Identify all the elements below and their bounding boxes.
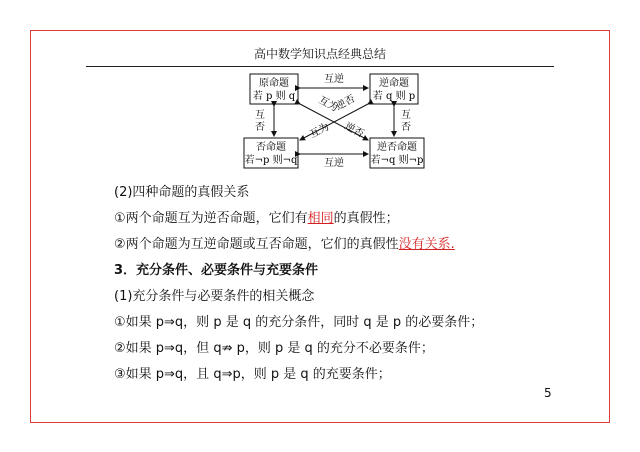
bottom-label: 互逆: [324, 158, 344, 169]
box-original-line1: 原命题: [259, 78, 289, 89]
condition-necessary-sufficient: ③如果 p⇒q，且 q⇒p，则 p 是 q 的充要条件；: [114, 367, 391, 382]
box-inverse-line2: 若¬p 则¬q: [244, 155, 298, 166]
page-number: 5: [544, 386, 552, 400]
rule-converse-inverse: [114, 236, 455, 254]
rule-converse-inverse-pre: ②两个命题为互逆命题或互否命题，它们的真假性: [114, 237, 399, 252]
page-header-title: 高中数学知识点经典总结: [253, 47, 386, 61]
diag-label-a: 互为: [316, 94, 340, 115]
subsection-concepts: (1)充分条件与必要条件的相关概念: [114, 289, 315, 304]
right-label-2: 否: [401, 122, 411, 133]
four-propositions-diagram: [230, 68, 426, 174]
rule-converse-inverse-highlight: 没有关系.: [398, 237, 455, 252]
box-contrapositive-line2: 若¬q 则¬p: [370, 155, 424, 166]
rule-contrapositive-highlight: 相同: [307, 211, 334, 226]
section-heading-conditions: 3．充分条件、必要条件与充要条件: [114, 263, 319, 278]
box-original-line2: 若 p 则 q: [252, 91, 296, 102]
diag-label-d: 逆否: [342, 120, 366, 141]
top-label: 互逆: [324, 74, 344, 85]
left-label-2: 否: [255, 122, 265, 133]
rule-contrapositive: [114, 210, 399, 228]
box-contrapositive-line1: 逆否命题: [377, 142, 417, 153]
header-rule: [86, 66, 554, 67]
condition-sufficient: ①如果 p⇒q，则 p 是 q 的充分条件，同时 q 是 p 的必要条件；: [114, 315, 484, 330]
diag-label-c: 互为: [308, 121, 332, 141]
rule-contrapositive-post: 的真假性；: [333, 211, 399, 226]
box-converse-line1: 逆命题: [379, 78, 409, 89]
diag-label-b: 逆否: [334, 93, 358, 113]
rule-contrapositive-pre: ①两个命题互为逆否命题，它们有: [114, 211, 308, 226]
section-truth-relation: (2)四种命题的真假关系: [114, 185, 250, 200]
left-label-1: 互: [255, 110, 265, 121]
right-label-1: 互: [401, 110, 411, 121]
box-inverse-line1: 否命题: [256, 142, 286, 153]
condition-sufficient-not-necessary: ②如果 p⇒q，但 q⇏ p，则 p 是 q 的充分不必要条件；: [114, 341, 434, 356]
box-converse-line2: 若 q 则 p: [372, 91, 416, 102]
